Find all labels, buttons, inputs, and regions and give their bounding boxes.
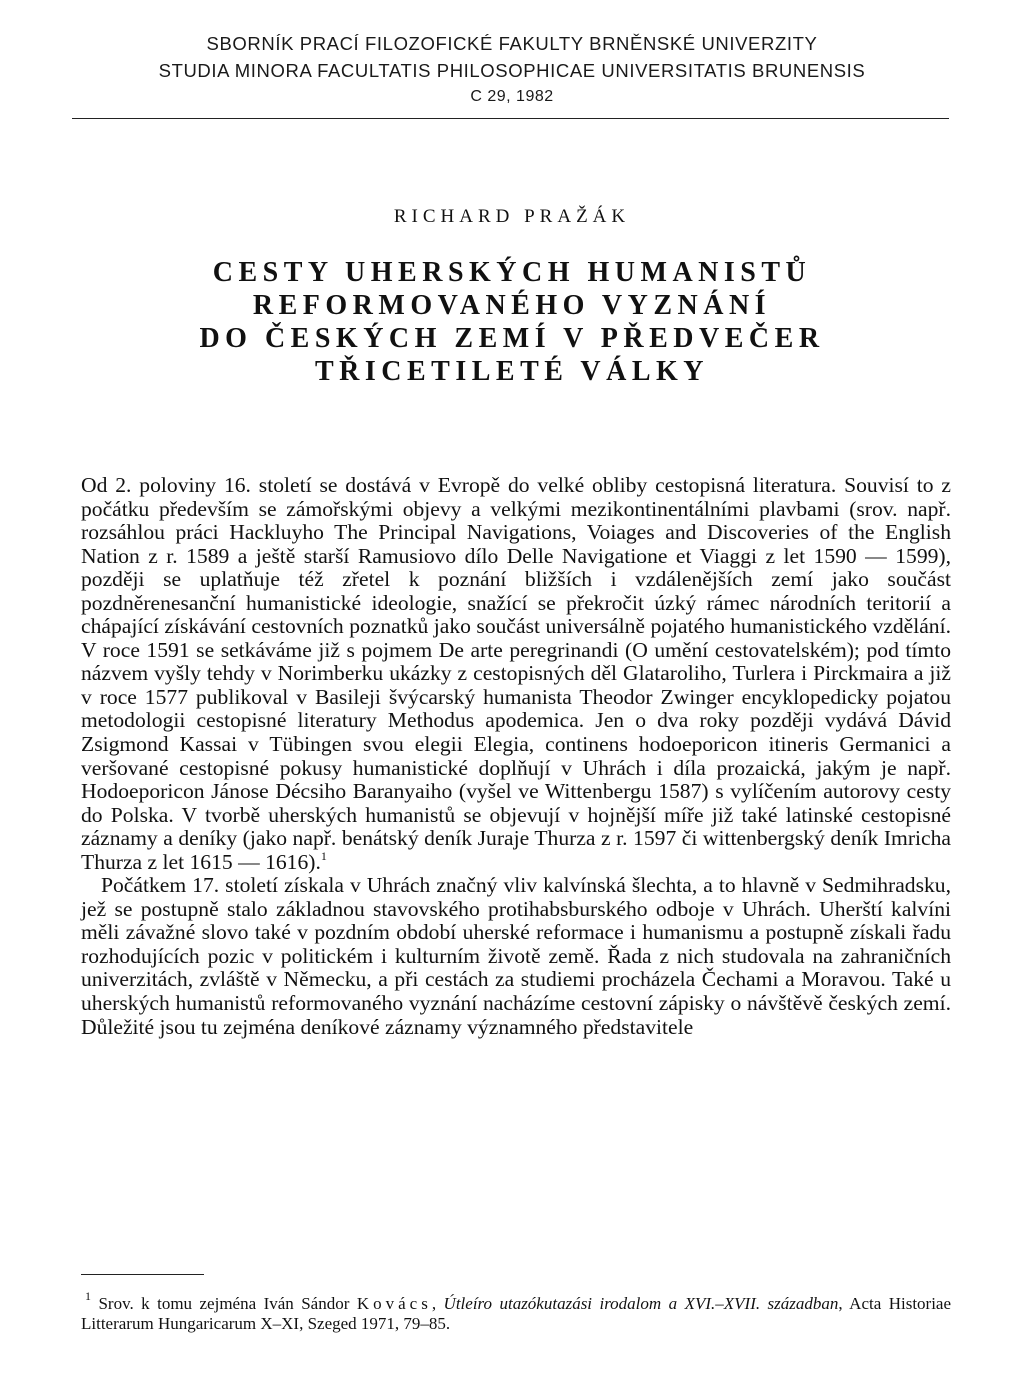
footnote-rest: , Acta Historiae Litterarum Hungaricarum X–XI, Szeged 1971, 79–85. bbox=[81, 1294, 952, 1333]
header-divider bbox=[72, 118, 949, 119]
footnote-title: Útleíro utazókutazási irodalom a XVI.–XVII. században bbox=[443, 1294, 839, 1313]
body-paragraph bbox=[81, 474, 951, 874]
footnote-number: 1 bbox=[85, 1289, 91, 1303]
journal-header-czech: SBORNÍK PRACÍ FILOZOFICKÉ FAKULTY BRNĚNSKÉ UNIVERZITY bbox=[206, 33, 818, 54]
body-paragraph: Počátkem 17. století získala v Uhrách značný vliv kalvínská šlechta, a to hlavně v Sedmihradsku, jež se postupně stalo základnou stavovského protihabsburského odboje v Uhrách. Uherští kalvíni měli závažné slovo také v pozdním období uherské reformace i humanismu a postupně získali řadu rozhodujících pozic v politickém i kulturním životě země. Řada z nich studovala na zahraničních univerzitách, zvláště v Německu, a při cestách za studiemi procházela Čechami a Moravou. Také u uherských humanistů reformovaného vyznání nacházíme cestovní zápisky o návštěvě českých zemí. Důležité jsou tu zejména deníkové záznamy významného představitele bbox=[81, 873, 951, 1039]
title-line: TŘICETILETÉ VÁLKY bbox=[314, 356, 710, 387]
journal-issue: C 29, 1982 bbox=[470, 88, 554, 105]
footnote-reference: 1 bbox=[320, 848, 327, 863]
title-line: DO ČESKÝCH ZEMÍ V PŘEDVEČER bbox=[199, 323, 825, 354]
article-body bbox=[81, 474, 951, 1039]
article-title bbox=[0, 256, 1024, 388]
paragraph-text: Od 2. poloviny 16. století se dostává v Evropě do velké obliby cestopisná literatura. Souvisí to z počátku především se zámořskými objevy a velkými mezikontinentálními plavbami (srov. např. rozsáhlou práci Hackluyho The Principal Navigations, Voiages and Discoveries of the English Nation z r. 1589 a ještě starší Ramusiovo dílo Delle Navigatione et Viaggi z let 1590 — 1599), později se uplatňuje též zřetel k poznání bližších i vzdálenějších zemí jako součást pozdněrenesanční humanistické ideologie, snažící se překročit úzký rámec národních teritorií a chápající získávání cestovních poznatků jako součást universálně pojatého humanistického vzdělání. V roce 1591 se setkáváme již s pojmem De arte peregrinandi (O umění cestovatelském); pod tímto názvem vyšly tehdy v Norimberku ukázky z cestopisných děl Glataroliho, Turlera i Pirckmaira a již v roce 1577 publikoval v Basileji švýcarský humanista Theodor Zwinger encyklopedicky pojatou metodologii cestopisné literatury Methodus apodemica. Jen o dva roky později vydává Dávid Zsigmond Kassai v Tübingen svou elegii Elegia, continens hodoeporicon itineris Germanici a veršované cestopisné pokusy humanistické doplňují v Uhrách i díla prozaická, jakým je např. Hodoeporicon Jánose Décsiho Baranyaiho (vyšel ve Wittenbergu 1587) s vylíčením autorovy cesty do Polska. V tvorbě uherských humanistů se objevují v hojnější míře již také latinské cestopisné záznamy a deníky (jako např. benátský deník Juraje Thurza z r. 1597 či wittenbergský deník Imricha Thurza z let 1615 — 1616). bbox=[81, 473, 951, 874]
author-name: RICHARD PRAŽÁK bbox=[393, 206, 631, 227]
footnote: $^1$ Srov. k tomu zejména Iván Sándor Kovács, Útleíro utazókutazási irodalom a XVI.–XVII. században, Acta Historiae Litterarum Hungaricarum X–XI, Szeged 1971, 79–85. bbox=[81, 1289, 952, 1333]
journal-header-latin: STUDIA MINORA FACULTATIS PHILOSOPHICAE UNIVERSITATIS BRUNENSIS bbox=[158, 60, 866, 81]
footnote-author: Kovács bbox=[356, 1294, 432, 1313]
footnote-divider bbox=[81, 1274, 204, 1275]
footnote-lead: Srov. k tomu zejména Iván Sándor bbox=[98, 1294, 350, 1313]
title-line: REFORMOVANÉHO VYZNÁNÍ bbox=[252, 290, 772, 321]
title-line: CESTY UHERSKÝCH HUMANISTŮ bbox=[212, 257, 812, 288]
